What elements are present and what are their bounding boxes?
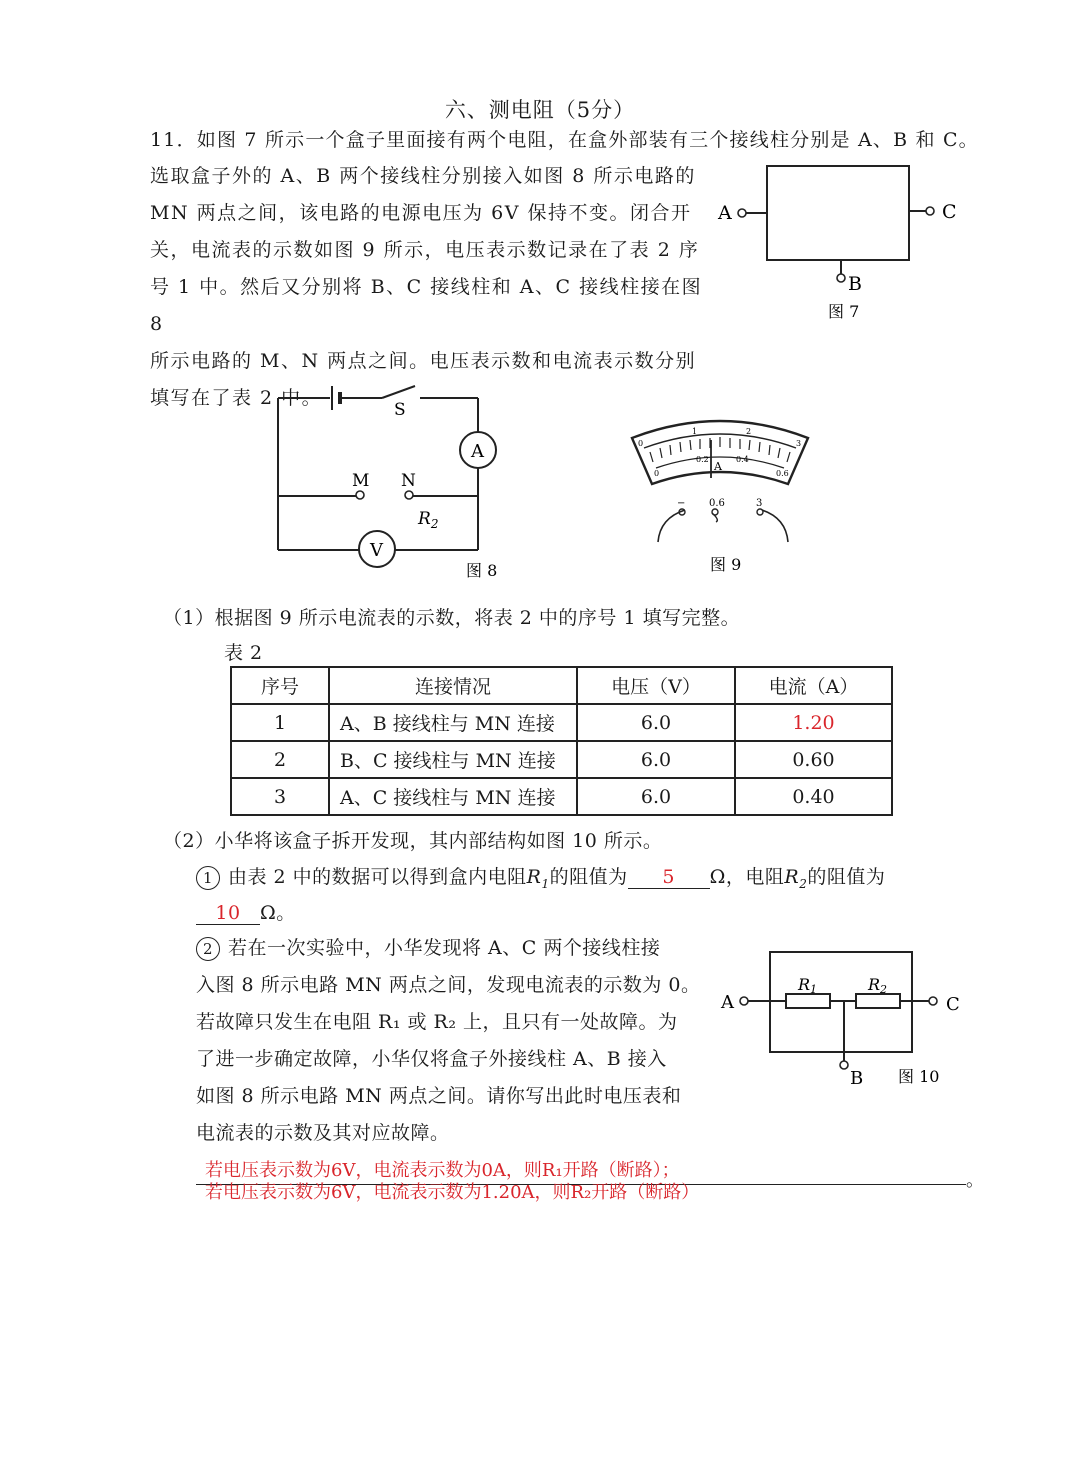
- r2-symbol: $R_2$: [784, 866, 808, 891]
- table-header: 电压（V）: [577, 667, 735, 704]
- terminal-a-label: A: [721, 992, 734, 1013]
- table-2: [230, 666, 893, 816]
- sub2-line: 若故障只发生在电阻 R₁ 或 R₂ 上，且只有一处故障。为: [196, 1011, 678, 1033]
- sub1-text: Ω。: [260, 902, 296, 924]
- q11-line: 关，电流表的示数如图 9 所示，电压表示数记录在了表 2 序: [150, 239, 700, 261]
- box-outline: [767, 166, 909, 260]
- part2-intro: （2）小华将该盒子拆开发现，其内部结构如图 10 所示。: [163, 830, 663, 852]
- end-period: 。: [966, 1170, 984, 1191]
- sub1-text: Ω，电阻: [709, 866, 785, 888]
- terminal-a-post: [740, 997, 748, 1005]
- figure-9: [620, 410, 830, 580]
- table-header-row: [231, 667, 892, 704]
- terminal-b-label: B: [848, 273, 862, 295]
- circled-number: 1: [196, 866, 220, 890]
- scale-bottom-label: 0.2: [696, 455, 709, 464]
- terminal-b-post: [840, 1061, 848, 1069]
- terminal-n: [405, 491, 413, 499]
- r1-label: R1: [798, 975, 818, 996]
- terminal-c-label: C: [942, 201, 957, 223]
- switch-blade: [382, 386, 415, 398]
- table-cell: 3: [231, 778, 329, 815]
- terminal-m: [356, 491, 364, 499]
- q11-line: 填写在了表 2 中。: [150, 387, 323, 409]
- scale-bottom-label: 0.4: [736, 455, 749, 464]
- table-cell: 0.60: [735, 741, 892, 778]
- figure-7: [710, 150, 970, 330]
- sub2-line: 入图 8 所示电路 MN 两点之间，发现电流表的示数为 0。: [196, 974, 701, 996]
- part2-sub2: [196, 930, 716, 1152]
- sub2-line: 如图 8 所示电路 MN 两点之间。请你写出此时电压表和: [196, 1085, 682, 1107]
- table-header: 序号: [231, 667, 329, 704]
- terminal-n-label: N: [401, 471, 416, 491]
- table-header: 电流（A）: [735, 667, 892, 704]
- scale-top-label: 2: [746, 427, 752, 436]
- sub2-line: 了进一步确定故障，小华仅将盒子外接线柱 A、B 接入: [196, 1048, 667, 1070]
- terminal-c-label: C: [946, 994, 960, 1015]
- part2-sub1: [196, 862, 885, 891]
- r1-symbol: $R_1$: [526, 866, 550, 891]
- scale-top-label: 3: [796, 439, 802, 448]
- table-cell: 6.0: [577, 778, 735, 815]
- table-caption: 表 2: [224, 642, 263, 664]
- switch-label: S: [394, 400, 406, 420]
- table-header: 连接情况: [329, 667, 577, 704]
- scale-bottom-label: 0: [654, 469, 660, 478]
- terminal-label: 3: [756, 498, 763, 509]
- table-cell: 6.0: [577, 741, 735, 778]
- q11-line: 号 1 中。然后又分别将 B、C 接线柱和 A、C 接线柱接在图 8: [150, 276, 703, 335]
- terminal-a-post: [738, 209, 746, 217]
- table-cell: 6.0: [577, 704, 735, 741]
- terminal-a-label: A: [718, 202, 732, 224]
- resistor-r1: [786, 994, 830, 1008]
- table-row: [231, 741, 892, 778]
- sub2-line: 电流表的示数及其对应故障。: [196, 1122, 450, 1144]
- figure-10: [712, 940, 972, 1095]
- scale-top-label: 0: [638, 439, 644, 448]
- dial-unit: A: [714, 460, 722, 473]
- circled-number: 2: [196, 937, 220, 961]
- answer-line-2: 若电压表示数为6V，电流表示数为1.20A，则R₂开路（断路）: [205, 1182, 700, 1203]
- scale-top-label: 1: [692, 427, 698, 436]
- terminal-b-post: [837, 274, 845, 282]
- voltmeter-label: V: [370, 540, 383, 561]
- answer-blank-r2: 10: [196, 902, 260, 925]
- table-cell: A、C 接线柱与 MN 连接: [329, 778, 577, 815]
- terminal-c-post: [926, 207, 934, 215]
- q11-line: 所示电路的 M、N 两点之间。电压表示数和电流表示数分别: [150, 350, 697, 372]
- figure-7-label: 图 7: [828, 302, 860, 321]
- terminal-label: −: [677, 498, 686, 509]
- ammeter-label: A: [471, 441, 484, 462]
- resistor-r2: [856, 994, 900, 1008]
- sub1-text: 由表 2 中的数据可以得到盒内电阻: [228, 866, 527, 888]
- table-cell: 0.40: [735, 778, 892, 815]
- figure-8-label: 图 8: [466, 561, 498, 580]
- table-cell: 1: [231, 704, 329, 741]
- table-row: [231, 778, 892, 815]
- lead-wire: [762, 510, 788, 542]
- answer-blank-r1: 5: [628, 866, 710, 889]
- table-cell: B、C 接线柱与 MN 连接: [329, 741, 577, 778]
- table-row: [231, 704, 892, 741]
- sub2-line: 若在一次实验中，小华发现将 A、C 两个接线柱接: [228, 937, 661, 959]
- section-title: 六、测电阻（5分）: [444, 98, 636, 122]
- terminal-label: 0.6: [709, 498, 725, 509]
- figure-8: [270, 378, 510, 583]
- terminal-m-label: M: [352, 471, 370, 491]
- sub1-text: 的阻值为: [549, 866, 628, 888]
- figure-10-label: 图 10: [898, 1067, 940, 1086]
- terminal-b-label: B: [850, 1068, 864, 1089]
- table-cell: 2: [231, 741, 329, 778]
- table-cell: A、B 接线柱与 MN 连接: [329, 704, 577, 741]
- sub1-text: 的阻值为: [807, 866, 886, 888]
- part2-sub1-cont: [196, 898, 296, 925]
- r2-label: $R_2$: [418, 509, 439, 531]
- handwritten-answer-cell: 1.20: [735, 704, 892, 741]
- q11-line: 选取盒子外的 A、B 两个接线柱分别接入如图 8 所示电路的: [150, 165, 696, 187]
- part1-text: （1）根据图 9 所示电流表的示数，将表 2 中的序号 1 填写完整。: [163, 607, 741, 629]
- q11-line: MN 两点之间，该电路的电源电压为 6V 保持不变。闭合开: [150, 202, 692, 224]
- answer-line-1: 若电压表示数为6V，电流表示数为0A，则R₁开路（断路）；: [205, 1160, 680, 1181]
- figure-9-label: 图 9: [710, 555, 742, 574]
- q11-line1: 11．如图 7 所示一个盒子里面接有两个电阻，在盒外部装有三个接线柱分别是 A、B 和 C。: [150, 129, 979, 151]
- terminal-c-post: [929, 997, 937, 1005]
- r2-label: R2: [868, 975, 888, 996]
- scale-bottom-label: 0.6: [776, 469, 789, 478]
